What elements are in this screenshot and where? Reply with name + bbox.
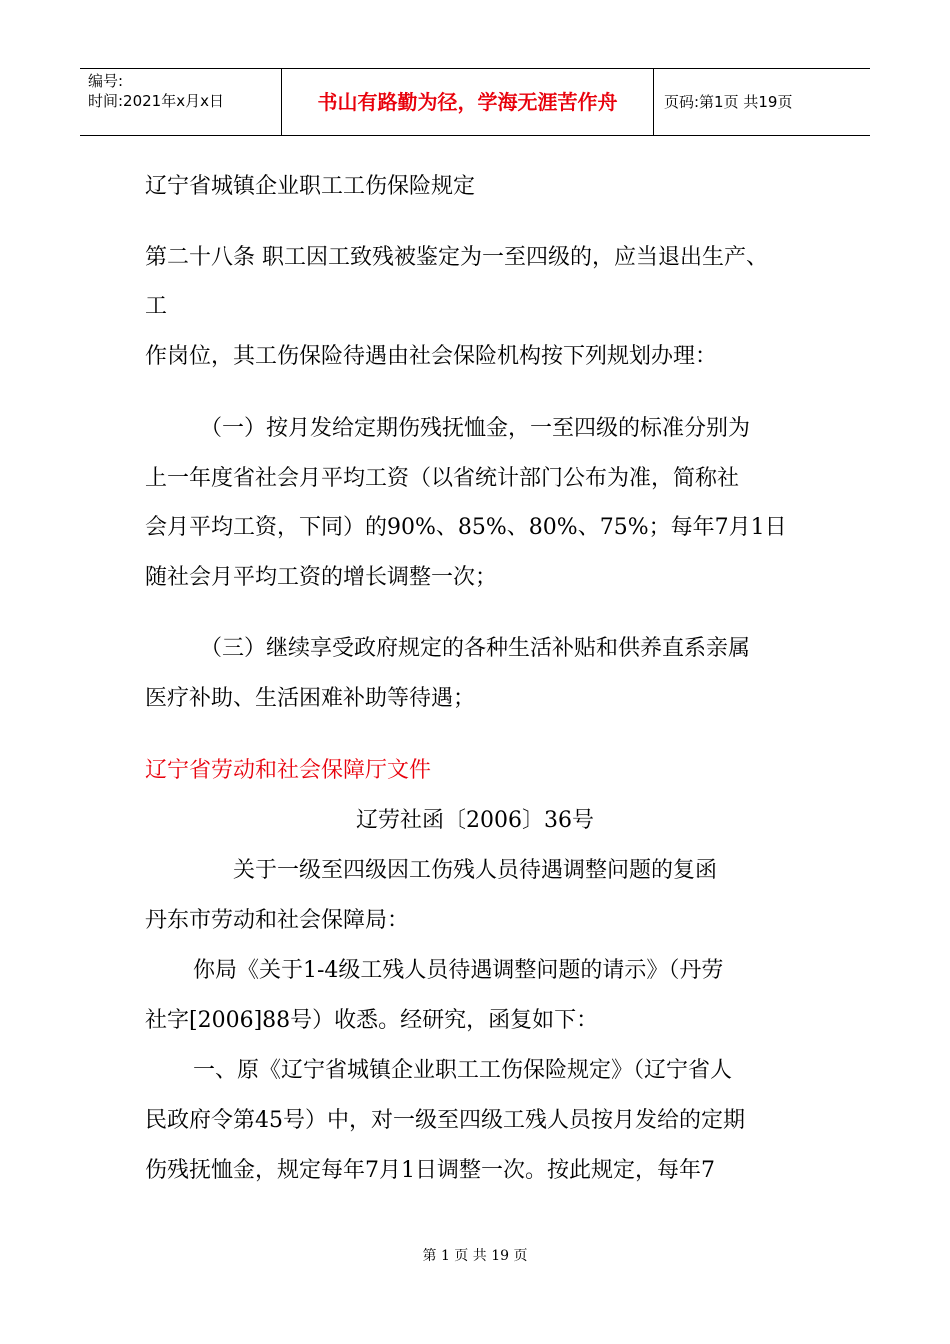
number-label: 编号: xyxy=(88,72,124,90)
paragraph-line: 作岗位，其工伤保险待遇由社会保险机构按下列规划办理： xyxy=(145,344,718,369)
red-heading: 辽宁省劳动和社会保障厅文件 xyxy=(145,758,432,783)
addressee: 丹东市劳动和社会保障局： xyxy=(145,908,410,933)
header-table xyxy=(80,68,870,136)
paragraph-line: 第二十八条 职工因工致残被鉴定为一至四级的，应当退出生产、 xyxy=(145,245,768,270)
paragraph-line: 你局《关于1-4级工残人员待遇调整问题的请示》（丹劳 xyxy=(193,958,724,983)
header-page-info: 页码:第1页 共19页 xyxy=(664,93,793,111)
document-title: 辽宁省城镇企业职工工伤保险规定 xyxy=(145,174,476,199)
paragraph-line: （三）继续享受政府规定的各种生活补贴和供养直系亲属 xyxy=(200,636,751,661)
paragraph-line: 民政府令第45号）中，对一级至四级工残人员按月发给的定期 xyxy=(145,1108,745,1133)
doc-number: 辽劳社函〔2006〕36号 xyxy=(356,808,594,833)
paragraph-line: 一、原《辽宁省城镇企业职工工伤保险规定》（辽宁省人 xyxy=(193,1058,733,1083)
paragraph-line: 工 xyxy=(145,294,168,319)
time-label: 时间:2021年x月x日 xyxy=(88,92,224,110)
reply-title: 关于一级至四级因工伤残人员待遇调整问题的复函 xyxy=(232,858,717,883)
paragraph-line: 会月平均工资，下同）的90%、85%、80%、75%；每年7月1日 xyxy=(145,515,787,540)
paragraph-line: 医疗补助、生活困难补助等待遇； xyxy=(145,686,476,711)
paragraph-line: （一）按月发给定期伤残抚恤金，一至四级的标准分别为 xyxy=(200,416,751,441)
paragraph-line: 社字[2006]88号）收悉。经研究，函复如下： xyxy=(145,1008,599,1033)
paragraph-line: 上一年度省社会月平均工资（以省统计部门公布为准，简称社 xyxy=(145,466,740,491)
page-footer: 第 1 页 共 19 页 xyxy=(422,1248,528,1264)
header-motto: 书山有路勤为径，学海无涯苦作舟 xyxy=(282,69,654,135)
header-meta xyxy=(80,69,282,135)
paragraph-line: 随社会月平均工资的增长调整一次； xyxy=(145,565,498,590)
paragraph-line: 伤残抚恤金，规定每年7月1日调整一次。按此规定，每年7 xyxy=(145,1158,715,1183)
